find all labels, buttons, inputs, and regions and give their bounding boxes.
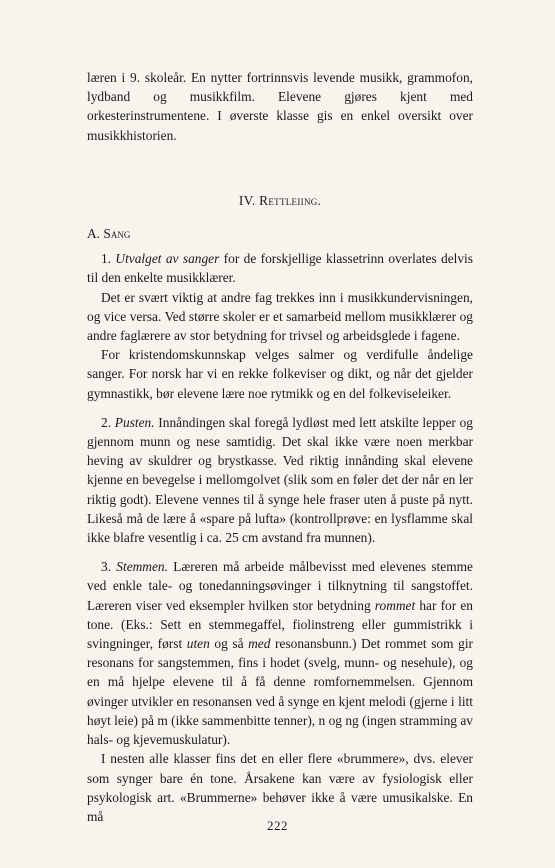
- paragraph-2-number: 2.: [101, 414, 112, 430]
- paragraph-3-text-2: har for en tone. (Eks.: Sett en stemmegaffel, fiolinstreng eller gummistrikk i svingninger, først: [87, 597, 473, 652]
- subsection-letter: A.: [87, 226, 101, 242]
- paragraph-1c: For kristendomskunnskap velges salmer og verdifulle åndelige sanger. For norsk har vi en rekke folkeviser og dikt, og når det gjelder gymnastikk, bør elevene lære noe rytmikk og en del folkeviseleiker.: [87, 347, 473, 401]
- paragraph-3: [87, 557, 473, 749]
- paragraph-2-text: Innåndingen skal foregå lydløst med lett atskilte lepper og gjennom munn og nese samtidig. Det skal ikke være noen merkbar heving av skuldrer og brystkasse. Ved riktig innånding skal elevene kjenne en bevegelse i mellomgolvet (slik som en føler det der når en ler riktig godt). Elevene vennes til å synge hele fraser uten å puste på nytt. Likeså må de lære å «spare på lufta» (kontrollprøve: en lysflamme skal ikke blafre vesentlig i ca. 25 cm avstand fra munnen).: [87, 414, 473, 546]
- paragraph-3-emph-med: med: [248, 636, 271, 652]
- paragraph-3-number: 3.: [101, 559, 112, 575]
- paragraph-3-emph-uten: uten: [186, 636, 210, 652]
- continued-paragraph: læren i 9. skoleår. En nytter fortrinnsvis levende musikk, grammofon, lydband og musikkfilm. Elevene gjøres kjent med orkesterinstrumentene. I øverste klasse gis en enkel oversikt over musikkhistorien.: [87, 70, 473, 143]
- paragraph-2: [87, 413, 473, 547]
- paragraph-3-italic: Stemmen.: [116, 559, 168, 575]
- paragraph-3-text-3: og så: [209, 636, 249, 652]
- paragraph-3-text-1: Læreren må arbeide målbevisst med elevenes stemme ved enkle tale- og tonedanningsøvinger i tilknytning til sangstoffet. Læreren viser ved eksempler hvilken stor betydning: [87, 559, 473, 613]
- section-heading: [87, 191, 473, 210]
- subsection-title: Sang: [103, 226, 131, 242]
- paragraph-1: [87, 249, 473, 287]
- paragraph-1b: Det er svært viktig at andre fag trekkes inn i musikkundervisningen, og vice versa. Ved større skoler er et samarbeid mellom musikklærer og andre faglærere av stor betydning for trivsel og arbeidsglede i fagene.: [87, 289, 473, 344]
- subsection-heading: [87, 224, 473, 243]
- paragraph-1-text: for de forskjellige klassetrinn overlates delvis til den enkelte musikklærer.: [87, 251, 473, 286]
- paragraph-1-number: 1.: [101, 251, 112, 267]
- page-number: 222: [267, 818, 288, 833]
- paragraph-1-italic: Utvalget av sanger: [115, 251, 220, 267]
- section-title: Rettleiing.: [259, 192, 322, 208]
- paragraph-3-emph-rommet: rommet: [374, 597, 416, 613]
- paragraph-2-italic: Pusten.: [114, 414, 155, 430]
- section-number: IV.: [238, 192, 256, 208]
- paragraph-3-text-4: resonansbunn.) Det rommet som gir resonans for sangstemmen, fins i hodet (svelg, munn- og nesehule), og en må hjelpe elevene til å få denne romfornemmelsen. Gjennom øvinger utvikler en resonansen ved å synge en kjent melodi (gjerne i litt høyt leie) på m (ikke sammenbitte tenner), n og ng (ingen stramming av hals- og kjevemuskulatur).: [87, 636, 474, 748]
- text-column: [87, 68, 473, 826]
- paragraph-3b: I nesten alle klasser fins det en eller flere «brummere», dvs. elever som synger bare én tone. Årsakene kan være av fysiologisk eller psykologisk art. «Brummerne» behøver ikke å være umusikalske. En må: [87, 751, 473, 824]
